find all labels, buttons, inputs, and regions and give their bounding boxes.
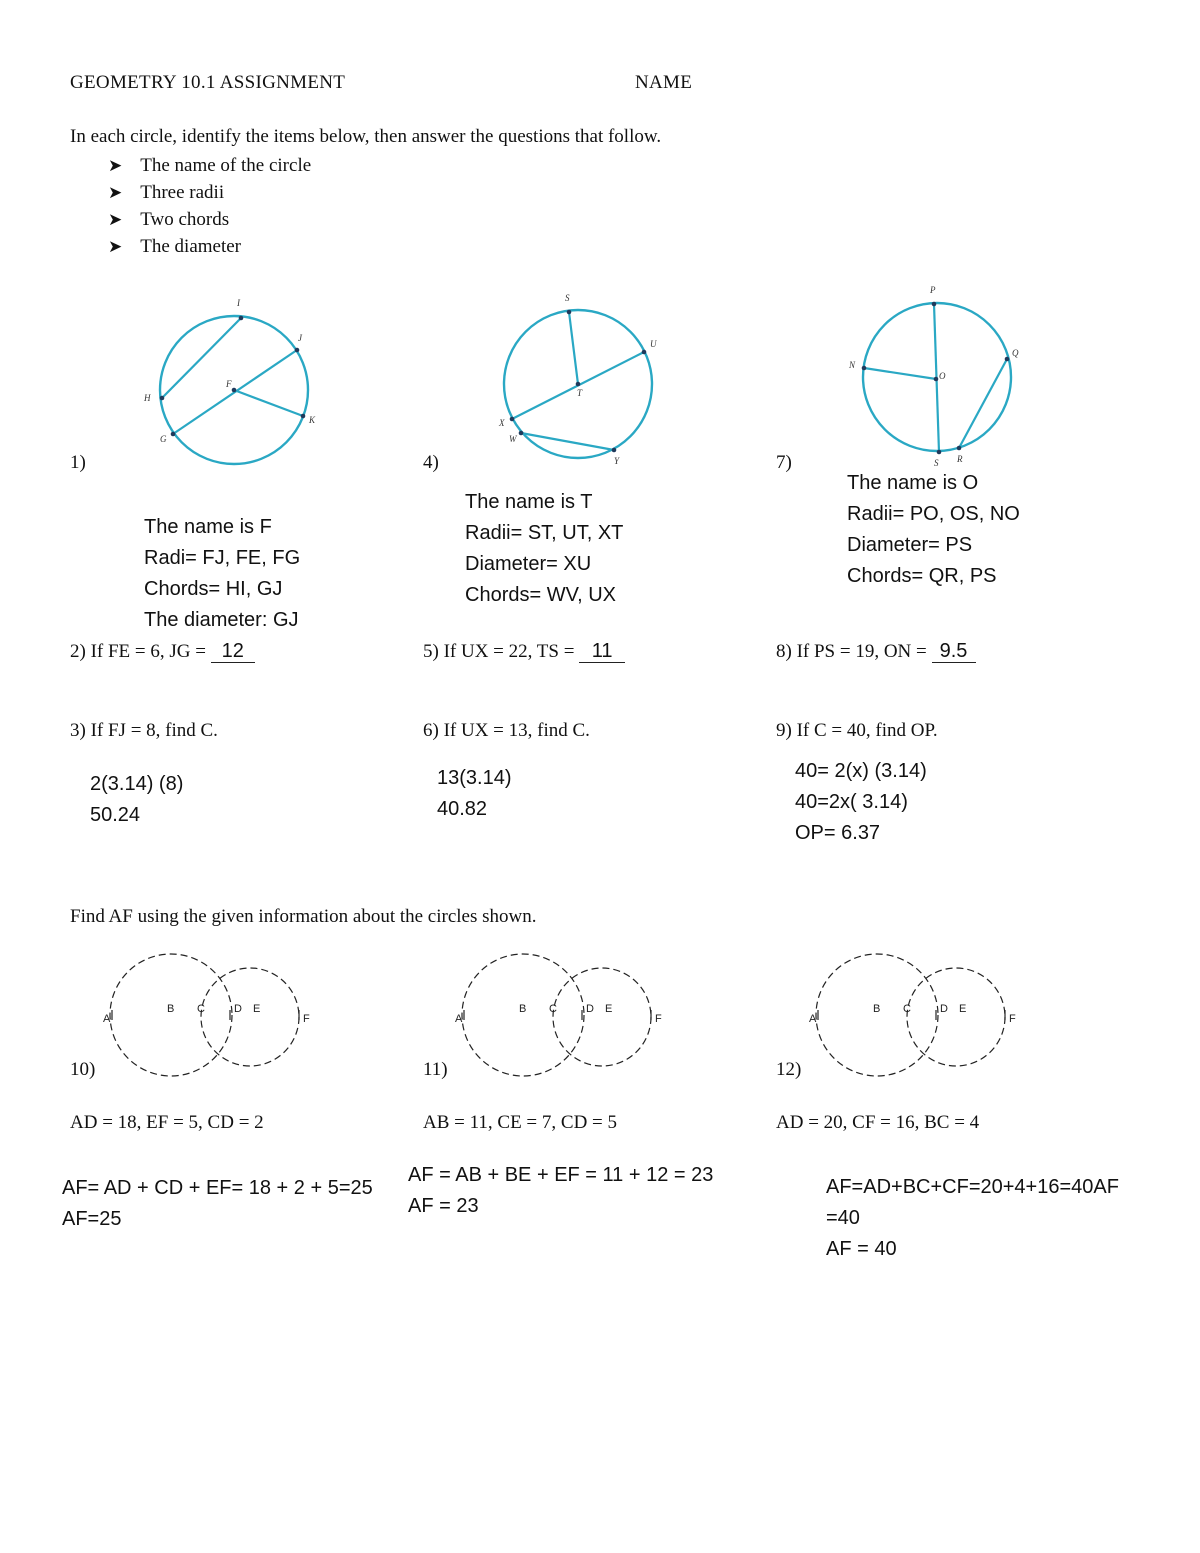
radius-no xyxy=(864,368,936,379)
work-block-10 xyxy=(62,1173,373,1235)
answer-line: The name is F xyxy=(144,516,272,538)
work-line: AF= AD + CD + EF= 18 + 2 + 5=25 xyxy=(62,1177,373,1199)
point-letter: D xyxy=(940,1003,948,1015)
dashed-circle-large xyxy=(462,954,584,1076)
problem-number-7: 7) xyxy=(776,452,792,473)
answer-block-1 xyxy=(144,512,300,636)
point-dot xyxy=(567,310,572,315)
work-line: AF = 40 xyxy=(826,1238,897,1260)
arrow-bullet-icon: ➤ xyxy=(108,155,123,175)
answer-line: Radii= ST, UT, XT xyxy=(465,522,624,544)
answer-line: Radi= FJ, FE, FG xyxy=(144,547,301,569)
bullet-item xyxy=(108,179,311,206)
chord-wv xyxy=(521,433,614,450)
dashed-circle-large xyxy=(816,954,938,1076)
given-11: AB = 11, CE = 7, CD = 5 xyxy=(423,1112,618,1133)
answer-line: Chords= QR, PS xyxy=(847,565,997,587)
problem-number-12: 12) xyxy=(776,1059,802,1080)
question-text: 5) If UX = 22, TS = xyxy=(423,641,580,662)
work-line: 50.24 xyxy=(90,804,141,826)
instructions-text: In each circle, identify the items below, then answer the questions that follow. xyxy=(70,126,662,147)
point-label: S xyxy=(565,293,570,303)
work-line: AF=AD+BC+CF=20+4+16=40AF xyxy=(826,1176,1119,1198)
work-line: 13(3.14) xyxy=(437,767,512,789)
work-block-3 xyxy=(90,769,183,831)
point-dot xyxy=(519,431,524,436)
point-letter: B xyxy=(873,1003,881,1015)
point-dot xyxy=(642,350,647,355)
point-letter: F xyxy=(303,1013,310,1025)
work-line: 2(3.14) (8) xyxy=(90,773,184,795)
question-2 xyxy=(70,640,255,663)
point-label: U xyxy=(650,339,657,349)
work-line: 40.82 xyxy=(437,798,488,820)
point-letter: D xyxy=(586,1003,594,1015)
arrow-bullet-icon: ➤ xyxy=(108,182,123,202)
point-dot xyxy=(937,450,942,455)
point-letter: A xyxy=(455,1013,463,1025)
work-block-11 xyxy=(408,1160,713,1222)
problem-number-11: 11) xyxy=(423,1059,448,1080)
problem-number-1: 1) xyxy=(70,452,86,473)
point-letter: C xyxy=(197,1003,205,1015)
point-dot xyxy=(232,388,237,393)
point-letter: A xyxy=(809,1013,817,1025)
point-label: K xyxy=(309,415,316,425)
point-letter: A xyxy=(103,1013,111,1025)
point-letter: C xyxy=(903,1003,911,1015)
work-block-6 xyxy=(437,763,512,825)
point-dot xyxy=(239,316,244,321)
answer-block-7 xyxy=(847,468,1020,592)
point-label: I xyxy=(237,298,240,308)
point-label: W xyxy=(509,434,517,444)
point-label: J xyxy=(298,333,302,343)
answer-line: The name is O xyxy=(847,472,979,494)
point-label: N xyxy=(849,360,856,370)
answer-line: The diameter: GJ xyxy=(144,609,299,631)
circle-o-diagram xyxy=(842,282,1032,472)
point-label: Q xyxy=(1012,348,1019,358)
two-circle-diagram-12 xyxy=(806,950,1026,1080)
given-10: AD = 18, EF = 5, CD = 2 xyxy=(70,1112,264,1133)
point-letter: F xyxy=(1009,1013,1016,1025)
point-letter: B xyxy=(519,1003,527,1015)
question-8 xyxy=(776,640,976,663)
radius-fe xyxy=(234,390,303,416)
point-letter: F xyxy=(655,1013,662,1025)
point-dot xyxy=(862,366,867,371)
dashed-circle-large xyxy=(110,954,232,1076)
point-dot xyxy=(301,414,306,419)
question-5 xyxy=(423,640,625,663)
question-9: 9) If C = 40, find OP. xyxy=(776,720,938,741)
point-label: O xyxy=(939,371,946,381)
point-letter: B xyxy=(167,1003,175,1015)
answer-line: The name is T xyxy=(465,491,593,513)
dashed-circle-small xyxy=(553,968,651,1066)
point-dot xyxy=(160,396,165,401)
answer-line: Diameter= PS xyxy=(847,534,973,556)
point-letter: E xyxy=(959,1003,967,1015)
answer-line: Diameter= XU xyxy=(465,553,592,575)
point-label: P xyxy=(930,285,936,295)
question-6: 6) If UX = 13, find C. xyxy=(423,720,590,741)
work-line: AF = AB + BE + EF = 11 + 12 = 23 xyxy=(408,1164,714,1186)
problem-number-4: 4) xyxy=(423,452,439,473)
circle-f-diagram xyxy=(140,290,330,470)
work-line: AF = 23 xyxy=(408,1195,479,1217)
point-dot xyxy=(957,446,962,451)
point-dot xyxy=(295,348,300,353)
circle-t-diagram xyxy=(490,290,680,470)
answer-line: Chords= WV, UX xyxy=(465,584,616,606)
point-dot xyxy=(612,448,617,453)
work-line: 40= 2(x) (3.14) xyxy=(795,760,927,782)
point-dot xyxy=(1005,357,1010,362)
instruction-bullet-list xyxy=(108,152,311,260)
question-text: 2) If FE = 6, JG = xyxy=(70,641,211,662)
two-circle-diagram-11 xyxy=(452,950,672,1080)
point-dot xyxy=(576,382,581,387)
point-dot xyxy=(932,302,937,307)
bullet-text: Three radii xyxy=(140,181,225,203)
dashed-circle-small xyxy=(201,968,299,1066)
work-block-9 xyxy=(795,756,927,849)
work-line: AF=25 xyxy=(62,1208,122,1230)
point-dot xyxy=(510,417,515,422)
point-letter: D xyxy=(234,1003,242,1015)
question-3: 3) If FJ = 8, find C. xyxy=(70,720,218,741)
point-letter: C xyxy=(549,1003,557,1015)
problem-number-10: 10) xyxy=(70,1059,96,1080)
point-letter: E xyxy=(253,1003,261,1015)
bullet-item xyxy=(108,233,311,260)
bullet-text: The diameter xyxy=(140,235,242,257)
point-label: G xyxy=(160,434,167,444)
point-dot xyxy=(171,432,176,437)
work-line: OP= 6.37 xyxy=(795,822,881,844)
point-label: F xyxy=(226,379,232,389)
arrow-bullet-icon: ➤ xyxy=(108,209,123,229)
answer-line: Chords= HI, GJ xyxy=(144,578,283,600)
point-dot xyxy=(934,377,939,382)
answer-blank[interactable]: 12 xyxy=(211,640,255,663)
bullet-item xyxy=(108,206,311,233)
section-2-title: Find AF using the given information about the circles shown. xyxy=(70,906,537,927)
work-block-12 xyxy=(826,1172,1119,1265)
answer-line: Radii= PO, OS, NO xyxy=(847,503,1020,525)
arrow-bullet-icon: ➤ xyxy=(108,236,123,256)
point-label: T xyxy=(577,388,583,398)
point-label: Y xyxy=(614,456,620,466)
two-circle-diagram-10 xyxy=(100,950,320,1080)
assignment-title: GEOMETRY 10.1 ASSIGNMENT xyxy=(70,72,346,93)
answer-blank[interactable]: 9.5 xyxy=(932,640,976,663)
point-letter: E xyxy=(605,1003,613,1015)
bullet-text: Two chords xyxy=(140,208,230,230)
given-12: AD = 20, CF = 16, BC = 4 xyxy=(776,1112,980,1133)
point-label: S xyxy=(934,458,939,468)
answer-block-4 xyxy=(465,487,623,611)
point-label: H xyxy=(144,393,151,403)
work-line: 40=2x( 3.14) xyxy=(795,791,908,813)
point-label: R xyxy=(957,454,963,464)
answer-blank[interactable]: 11 xyxy=(579,640,625,663)
bullet-text: The name of the circle xyxy=(140,154,312,176)
dashed-circle-small xyxy=(907,968,1005,1066)
bullet-item xyxy=(108,152,311,179)
name-label: NAME xyxy=(635,72,693,93)
radius-st xyxy=(569,312,578,384)
work-line: =40 xyxy=(826,1207,860,1229)
point-label: X xyxy=(499,418,505,428)
question-text: 8) If PS = 19, ON = xyxy=(776,641,932,662)
